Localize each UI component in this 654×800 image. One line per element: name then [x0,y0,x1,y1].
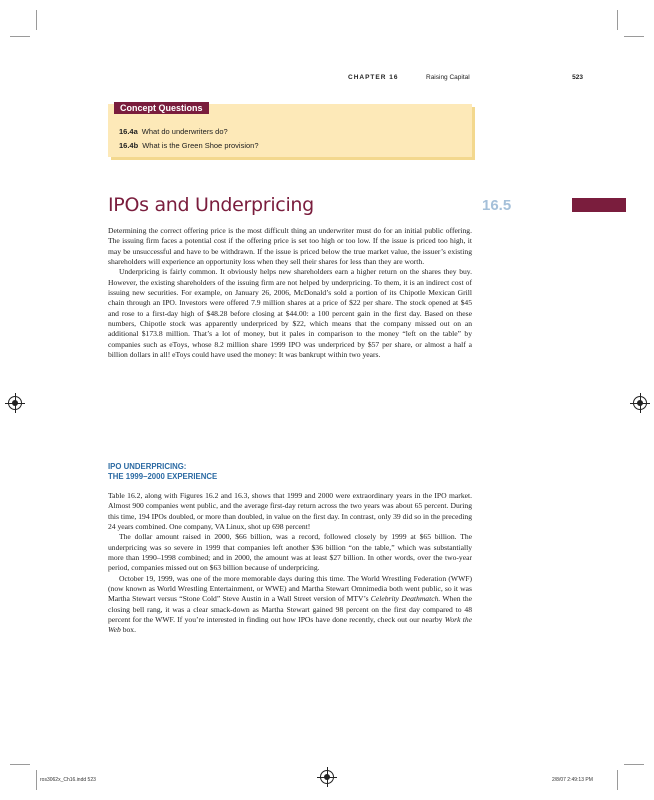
subsection-heading-line: IPO UNDERPRICING: [108,462,187,471]
body-text [108,491,472,636]
question-number: 16.4b [119,141,139,150]
registration-mark-icon [8,396,22,410]
paragraph: Table 16.2, along with Figures 16.2 and 16.3, shows that 1999 and 2000 were extraordinary years in the IPO market. Almost 900 companies went public, and the average first-day return across the two years was about 65 percent. During this time, 194 IPOs doubled, or more than doubled, in value on the first day. In contrast, only 39 did so in the preceding 24 years combined. One company, VA Linux, shot up 698 percent! [108,491,472,532]
paragraph: Determining the correct offering price is the most difficult thing an underwriter must do for an initial public offering. The issuing firm faces a potential cost if the offering price is set too high or too low. If the issue is priced too high, it may be unsuccessful and have to be withdrawn. If the issue is priced below the true market value, the issuer’s existing shareholders will experience an opportunity loss when they sell their shares for less than they are worth. [108,226,472,267]
crop-mark [36,10,37,30]
italic-title: Celebrity Deathmatch. [370,594,441,604]
subsection-heading-line: THE 1999–2000 EXPERIENCE [108,472,218,481]
concept-question-item [119,141,259,150]
crop-mark [617,10,618,30]
crop-mark [617,770,618,790]
footer-timestamp: 2/8/07 2:49:13 PM [552,777,593,783]
body-text [108,226,472,360]
concept-question-item [119,127,228,136]
text-run: When the closing bell rang, it was a clear smack-down as Martha Stewart gained 98 percent on the first day compared to 48 percent for the WWF. If you’re interested in finding out how IPOs have done recently, check out our nearby [108,594,472,625]
crop-mark [10,36,30,37]
chapter-title: Raising Capital [426,74,470,81]
section-title: IPOs and Underpricing [108,194,314,216]
footer-file: ros3062x_Ch16.indd 523 [40,777,96,783]
crop-mark [624,764,644,765]
registration-mark-icon [633,396,647,410]
crop-mark [36,770,37,790]
paragraph [108,574,472,636]
text-run: October 19, 1999, was one of the more memorable days during this time. The World Wrestling Federation (WWF) (now known as World Wrestling Entertainment, or WWE) and Martha Stewart Omnimedia both went public, so it was Martha Stewart versus “Stone Cold” Steve Austin in a Wall Street version of MTV’s [108,573,472,604]
page-number: 523 [572,74,583,81]
paragraph: The dollar amount raised in 2000, $66 billion, was a record, followed closely by 1999 at $65 billion. The underpricing was so severe in 1999 that companies left another $36 billion “on the table,” which was substantially more than 1990–1998 combined; and in 2000, the amount was at least $27 billion. In other words, over the two-year period, companies missed out on $63 billion because of underpricing. [108,532,472,573]
chapter-label: CHAPTER 16 [348,74,399,81]
subsection-heading [108,462,217,482]
question-number: 16.4a [119,127,138,136]
running-head [300,74,583,84]
concept-questions-box [108,104,472,157]
registration-mark-icon [320,770,334,784]
section-number: 16.5 [482,197,512,214]
italic-title: Work the Web [108,615,472,635]
crop-mark [10,764,30,765]
question-text: What is the Green Shoe provision? [142,141,259,150]
question-text: What do underwriters do? [141,127,228,136]
paragraph: Underpricing is fairly common. It obviously helps new shareholders earn a higher return on the shares they buy. However, the existing shareholders of the issuing firm are not helped by underpricing. To them, it is an indirect cost of issuing new securities. For example, on January 26, 2006, McDonald’s sold a portion of its Chipotle Mexican Grill chain through an IPO. Investors were offered 7.9 million shares at a price of $22 per share. The stock opened at $45 and rose to a first-day high of $48.28 before closing at $44.00: a 100 percent gain in the first day. Based on these numbers, Chipotle stock was apparently underpriced by $22, which means that the company missed out on an additional $173.8 million. That’s a lot of money, but it pales in comparison to the money “left on the table” by companies such as eToys, whose 8.2 million share 1999 IPO was underpriced by $57 per share, or almost a half a billion dollars in all! eToys could have used the money: It was bankrupt within two years. [108,267,472,360]
concept-questions-title: Concept Questions [114,102,209,114]
section-color-bar [572,198,626,212]
text-run: box. [120,625,136,635]
crop-mark [624,36,644,37]
